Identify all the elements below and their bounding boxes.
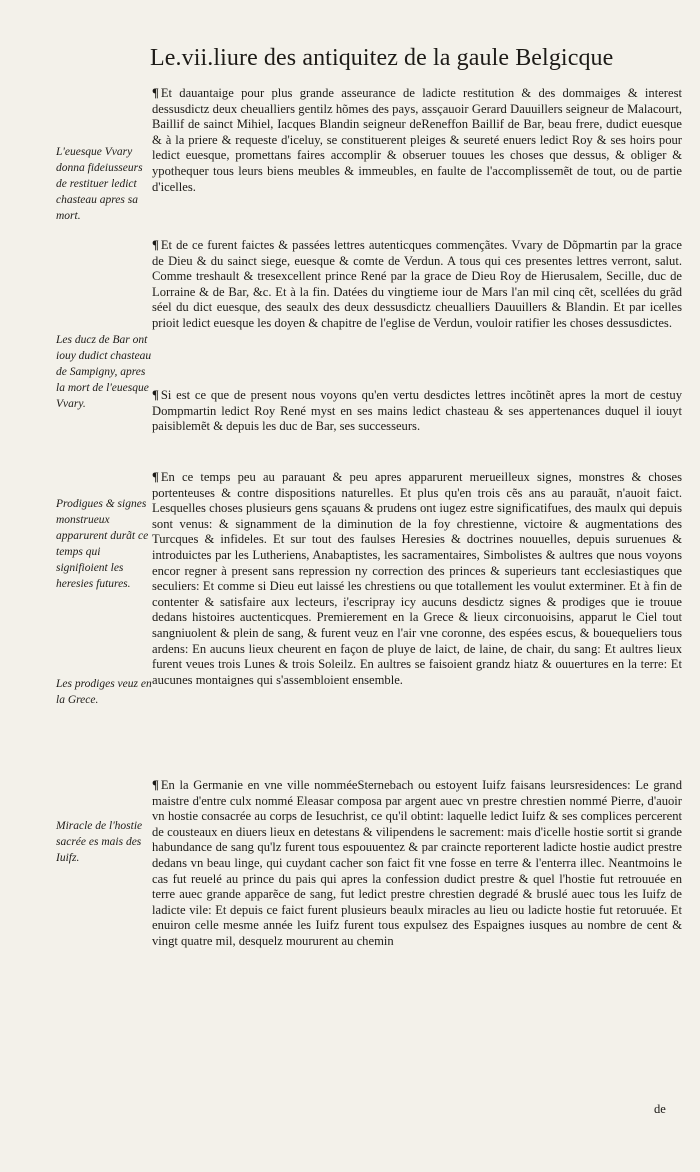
- pilcrow-mark: ¶: [152, 86, 159, 100]
- margin-note-5: Miracle de l'hostie sacrée es mais des Iuifz.: [56, 820, 143, 864]
- paragraph-4: [152, 470, 682, 688]
- paragraph-1: [152, 86, 682, 195]
- pilcrow-mark: ¶: [152, 470, 159, 484]
- pilcrow-mark: ¶: [152, 778, 159, 792]
- pilcrow-mark: ¶: [152, 388, 159, 402]
- margin-note-4: Les prodiges veuz en la Grece.: [56, 678, 152, 706]
- paragraph-5: [152, 778, 682, 950]
- margin-note-2: Les ducz de Bar ont iouy dudict chasteau de Sampigny, apres la mort de l'euesque Vvary.: [56, 334, 152, 410]
- catchword: de: [654, 1102, 666, 1116]
- paragraph-text: Et de ce furent faictes & passées lettres autenticques commençãtes. Vvary de Dõpmartin par la grace de Dieu & du sainct siege, euesque & comte de Verdun. A tous qui ces presentes lettres verront, salut. Comme treshault & tresexcellent prince René par la grace de Dieu Roy de Hierusalem, Secille, duc de Lorraine & de Bar, &c. Et à la fin. Datées du vingtieme iour de Mars l'an mil cinq cẽt, scellées du grãd séel du dict euesque, des seaulx des deux dessusdictz cheualliers Dauuillers & Blandin. Et par icelles prioit ledict euesque les doyen & chapitre de l'eglise de Verdun, vouloir ratifier les choses dessusdictes.: [152, 238, 682, 330]
- paragraph-3: [152, 388, 682, 435]
- paragraph-2: [152, 238, 682, 332]
- paragraph-text: Et dauantaige pour plus grande asseurance de ladicte restitution & des dommaiges & interest dessusdictz deux cheualliers gentilz hõmes des pays, assçauoir Gerard Dauuillers seigneur de Malacourt, Baillif de sainct Mihiel, Iacques Blandin seigneur deReneffon Baillif de Bar, beau frere, dudict euesque & à la priere & requeste d'iceluy, se constituerent pleiges & seureté enuers ledict Roy & ses hoirs pour ledict euesque, promettans faires accomplir & obseruer touues les choses que dessus, & obliger & ypothequer tous leurs biens meubles & immeubles, en faulte de l'accomplissemẽt de tout, ou de partie d'icelles.: [152, 86, 682, 194]
- margin-note-1: L'euesque Vvary donna fideiusseurs de restituer ledict chasteau apres sa mort.: [56, 146, 143, 222]
- margin-note-3: Prodigues & signes monstrueux apparurent durãt ce temps qui signifioient les heresies futures.: [56, 498, 149, 590]
- running-header: Le.vii.liure des antiquitez de la gaule Belgicque: [150, 45, 614, 71]
- paragraph-text: En ce temps peu au parauant & peu apres apparurent merueilleux signes, monstres & choses portenteuses & contre dispositions naturelles. Et plus qu'en trois cẽs ans au parauãt, n'auoit faict. Lesquelles choses plusieurs gens sçauans & prudens ont iugez estre significatifues, des maulx qui depuis sont venus: & signamment de la diminution de la foy chrestienne, victoire & augmentations des Turcques & infideles. Et sur tout des faulses Heresies & doctrines nouuelles, depuis suruenues & introduictes par les Lutheriens, Anabaptistes, les sacramentaires, Simbolistes & aultres que nous voyons encor regner à present sans repression ny correction des princes & superieurs tant ecclesiastiques que seculiers: Et comme si Dieu eut laissé les chrestiens ou que totallement les voulut exterminer. Et à fin de contenter & satisfaire aux lecteurs, i'escripray icy aucuns desdictz signes & prodiges que ie trouue dedans histoires auctenticques. Premierement en la Grece & lieux circonuoisins, apparut le Ciel tout sangniuolent & plein de sang, & furent veuz en l'air vne coronne, des espées escus, & bouequeliers tous ardens: En aucuns lieux cheurent en façon de pluye de laict, de laine, de chair, du sang: Et aultres lieux furent veues trois Lunes & trois Soleilz. En aultres se faisoient grandz hiatz & ouuertures en la terre: Et aucunes montaignes qui s'assembloient ensemble.: [152, 470, 682, 687]
- paragraph-text: Si est ce que de present nous voyons qu'en vertu desdictes lettres incõtinẽt apres la mort de cestuy Dompmartin ledict Roy René myst en ses mains ledict chasteau & ses appertenances duquel il iouyt paisiblemẽt & depuis les duc de Bar, ses successeurs.: [152, 388, 682, 434]
- paragraph-text: En la Germanie en vne ville nomméeSternebach ou estoyent Iuifz faisans leursresidences: Le grand maistre d'entre culx nommé Eleasar composa par argent auec vn prestre chrestien nommé Pierre, d'auoir vn hostie consacrée au corps de Iesuchrist, ce qu'il obtint: laquelle ledict Iuifz & ses complices percerent de cousteaux en diuers lieux en detestans & vilipendens le sacrement: mais d'icelle hostie sortit si grande habundance de sang qu'lz furent tous espouuentez & par craincte reporterent ladicte hostie audict prestre dedans vn beau linge, qui cuydant cacher son faict fit vne fosse en terre & l'enterra illec. Neantmoins le cas fut reuelé au prince du pais qui apres la confession dudict prestre & quel l'hostie fut retrouuée en terre auec grande apparẽce de sang, fut ledict prestre chrestien degradé & bruslé auec tous les Iuifz de ladicte vile: Et depuis ce faict furent plusieurs beaulx miracles au lieu ou ladicte hostie fut retoruuée. Et enuiron celle mesme année les Iuifz furent tous expulsez des Espaignes iusques au nombre de cent & vingt quatre mil, desquelz moururent au chemin: [152, 778, 682, 948]
- pilcrow-mark: ¶: [152, 238, 159, 252]
